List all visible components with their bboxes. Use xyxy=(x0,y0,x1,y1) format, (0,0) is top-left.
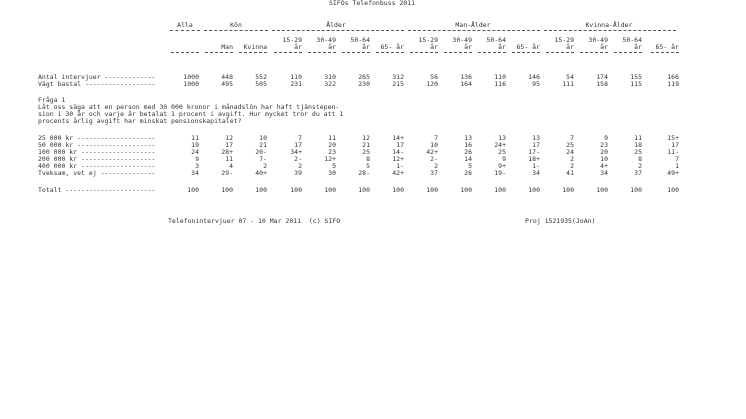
column-header-range: 30-49 xyxy=(452,36,472,44)
total-row-value: 100 xyxy=(324,186,336,194)
answer-row-value: 19- xyxy=(494,169,506,177)
answer-row-value: 11- xyxy=(667,148,679,156)
total-row-value: 100 xyxy=(494,186,506,194)
column-header-range: 50-64 xyxy=(350,36,370,44)
column-underline xyxy=(444,52,472,53)
answer-row-value: 20 xyxy=(600,148,608,156)
question-line: sion i 30 år och varje år betalat 1 procent i avgift. Hur mycket tror du att 1 xyxy=(38,110,344,118)
column-underline xyxy=(614,52,642,53)
column-underline xyxy=(580,52,608,53)
column-header-unit: år xyxy=(328,43,336,51)
base-row-value: 552 xyxy=(255,73,267,81)
total-row-value: 100 xyxy=(358,186,370,194)
base-row-value: 116 xyxy=(494,80,506,88)
column-header-unit: år xyxy=(430,43,438,51)
base-row-value: 215 xyxy=(392,80,404,88)
total-row-value: 100 xyxy=(528,186,540,194)
report-title: SIFOs Telefonbuss 2011 xyxy=(328,0,416,7)
base-row-value: 110 xyxy=(290,73,302,81)
total-row-value: 100 xyxy=(630,186,642,194)
group-underline xyxy=(170,30,200,31)
answer-row-label: Tveksam, vet ej -------------- xyxy=(38,169,156,177)
answer-row-value: 28+ xyxy=(221,148,233,156)
column-header-unit: år xyxy=(464,43,472,51)
answer-row-value: 26 xyxy=(464,169,472,177)
base-row-value: 136 xyxy=(460,73,472,81)
answer-row-label: 100 000 kr ------------------- xyxy=(38,148,156,156)
base-row-value: 448 xyxy=(221,73,233,81)
answer-row-value: 13 xyxy=(498,134,506,142)
base-row-value: 322 xyxy=(324,80,336,88)
answer-row-value: 23 xyxy=(328,148,336,156)
answer-row-value: 34+ xyxy=(290,148,302,156)
answer-row-value: 5 xyxy=(366,162,370,170)
base-row-value: 310 xyxy=(324,73,336,81)
total-row-value: 100 xyxy=(460,186,472,194)
answer-row-value: 19 xyxy=(191,141,199,149)
answer-row-value: 1 xyxy=(675,162,679,170)
column-underline xyxy=(171,52,199,53)
base-row-value: 120 xyxy=(426,80,438,88)
answer-row-value: 7 xyxy=(570,134,574,142)
answer-row-value: 25 xyxy=(566,141,574,149)
answer-row-value: 49+ xyxy=(667,169,679,177)
answer-row-value: 1- xyxy=(396,162,404,170)
answer-row-value: 10 xyxy=(600,155,608,163)
answer-row-value: 17 xyxy=(671,141,679,149)
column-underline xyxy=(239,52,267,53)
footer-fieldwork: Telefonintervjuer 07 - 10 Mar 2011 (c) SIFO xyxy=(168,217,341,225)
answer-row-label: 50 000 kr -------------------- xyxy=(38,141,156,149)
column-header-range: 50-64 xyxy=(622,36,642,44)
answer-row-value: 2 xyxy=(298,162,302,170)
column-header-unit: 65- år xyxy=(655,43,679,51)
column-header-range: 15-29 xyxy=(282,36,302,44)
answer-row-value: 11 xyxy=(328,134,336,142)
answer-row-value: 11 xyxy=(634,134,642,142)
answer-row-value: 24 xyxy=(566,148,574,156)
answer-row-value: 10 xyxy=(430,141,438,149)
column-header-unit: år xyxy=(634,43,642,51)
answer-row-value: 2- xyxy=(294,155,302,163)
group-underline xyxy=(408,30,540,31)
answer-row-value: 21 xyxy=(259,141,267,149)
base-row-value: 1000 xyxy=(183,73,199,81)
base-row-value: 56 xyxy=(430,73,438,81)
group-underline xyxy=(204,30,268,31)
answer-row-value: 18 xyxy=(634,141,642,149)
answer-row-value: 1- xyxy=(532,162,540,170)
group-underline xyxy=(272,30,404,31)
column-header-unit: Man xyxy=(221,43,233,51)
answer-row-value: 17 xyxy=(532,141,540,149)
base-row-value: 231 xyxy=(290,80,302,88)
base-row-label: Antal intervjuer ------------- xyxy=(38,73,156,81)
answer-row-value: 29- xyxy=(221,169,233,177)
base-row-value: 110 xyxy=(494,73,506,81)
column-header-range: 30-49 xyxy=(588,36,608,44)
answer-row-value: 34 xyxy=(600,169,608,177)
answer-row-value: 2 xyxy=(434,162,438,170)
answer-row-value: 2 xyxy=(570,162,574,170)
base-row-value: 230 xyxy=(358,80,370,88)
column-header-range: 30-49 xyxy=(316,36,336,44)
answer-row-value: 12+ xyxy=(324,155,336,163)
column-underline xyxy=(205,52,233,53)
answer-row-value: 25 xyxy=(362,148,370,156)
answer-row-value: 10 xyxy=(259,134,267,142)
answer-row-value: 9 xyxy=(604,134,608,142)
question-line: Låt oss säga att en person med 30 000 kronor i månadslön har haft tjänstepen- xyxy=(38,103,340,111)
column-header-range: 50-64 xyxy=(486,36,506,44)
base-row-value: 115 xyxy=(630,80,642,88)
answer-row-value: 5 xyxy=(332,162,336,170)
base-row-value: 146 xyxy=(528,73,540,81)
answer-row-value: 17 xyxy=(225,141,233,149)
answer-row-value: 12 xyxy=(362,134,370,142)
answer-row-value: 13 xyxy=(464,134,472,142)
answer-row-value: 2 xyxy=(638,162,642,170)
answer-row-value: 41 xyxy=(566,169,574,177)
answer-row-value: 34 xyxy=(191,169,199,177)
base-row-value: 158 xyxy=(596,80,608,88)
answer-row-value: 7 xyxy=(675,155,679,163)
column-header-unit: år xyxy=(600,43,608,51)
answer-row-value: 39 xyxy=(294,169,302,177)
answer-row-value: 2 xyxy=(263,162,267,170)
group-underline xyxy=(544,30,676,31)
answer-row-label: 400 000 kr ------------------- xyxy=(38,162,156,170)
column-underline xyxy=(512,52,540,53)
answer-row-value: 42+ xyxy=(426,148,438,156)
answer-row-value: 24 xyxy=(191,148,199,156)
answer-row-value: 40+ xyxy=(255,169,267,177)
base-row-value: 111 xyxy=(562,80,574,88)
answer-row-value: 21 xyxy=(362,141,370,149)
group-header-male-age: Man-Ålder xyxy=(455,21,491,29)
answer-row-value: 20- xyxy=(255,148,267,156)
answer-row-value: 17 xyxy=(396,141,404,149)
base-row-label: Vägt bastal ------------------ xyxy=(38,80,156,88)
answer-row-value: 7- xyxy=(259,155,267,163)
base-row-value: 155 xyxy=(630,73,642,81)
total-row-value: 100 xyxy=(667,186,679,194)
answer-row-value: 25 xyxy=(498,148,506,156)
question-line: procents årlig avgift har minskat pensionskapitalet? xyxy=(38,117,242,125)
answer-row-value: 3 xyxy=(195,162,199,170)
total-row-value: 100 xyxy=(562,186,574,194)
answer-row-value: 17 xyxy=(294,141,302,149)
answer-row-value: 9+ xyxy=(498,162,506,170)
group-header-gender: Kön xyxy=(230,21,242,29)
base-row-value: 174 xyxy=(596,73,608,81)
column-header-unit: 65- år xyxy=(516,43,540,51)
answer-row-value: 18+ xyxy=(528,155,540,163)
column-underline xyxy=(651,52,679,53)
group-header-all: Alla xyxy=(177,21,193,29)
base-row-value: 54 xyxy=(566,73,574,81)
answer-row-value: 4 xyxy=(229,162,233,170)
base-row-value: 505 xyxy=(255,80,267,88)
total-row-value: 100 xyxy=(392,186,404,194)
base-row-value: 166 xyxy=(667,73,679,81)
answer-row-value: 14 xyxy=(464,155,472,163)
total-row-value: 100 xyxy=(290,186,302,194)
column-header-unit: år xyxy=(362,43,370,51)
answer-row-value: 7 xyxy=(298,134,302,142)
column-header-unit: Kvinna xyxy=(243,43,267,51)
answer-row-value: 11 xyxy=(225,155,233,163)
base-row-value: 1000 xyxy=(183,80,199,88)
answer-row-value: 28- xyxy=(358,169,370,177)
column-underline xyxy=(478,52,506,53)
answer-row-label: 25 000 kr -------------------- xyxy=(38,134,156,142)
column-header-unit: år xyxy=(498,43,506,51)
answer-row-value: 2- xyxy=(430,155,438,163)
base-row-value: 495 xyxy=(221,80,233,88)
answer-row-value: 37 xyxy=(634,169,642,177)
answer-row-value: 11 xyxy=(191,134,199,142)
total-row-value: 100 xyxy=(255,186,267,194)
column-header-unit: år xyxy=(566,43,574,51)
column-underline xyxy=(546,52,574,53)
base-row-value: 312 xyxy=(392,73,404,81)
answer-row-value: 2 xyxy=(570,155,574,163)
answer-row-value: 26 xyxy=(464,148,472,156)
answer-row-value: 7 xyxy=(434,134,438,142)
column-header-unit: 65- år xyxy=(380,43,404,51)
group-header-female-age: Kvinna-Ålder xyxy=(585,21,633,29)
answer-row-value: 8 xyxy=(638,155,642,163)
column-underline xyxy=(308,52,336,53)
answer-row-value: 9 xyxy=(502,155,506,163)
total-row-label: Totalt ----------------------- xyxy=(38,186,156,194)
answer-row-label: 200 000 kr ------------------- xyxy=(38,155,156,163)
answer-row-value: 12+ xyxy=(392,155,404,163)
column-underline xyxy=(376,52,404,53)
answer-row-value: 30 xyxy=(328,169,336,177)
answer-row-value: 17- xyxy=(528,148,540,156)
answer-row-value: 14- xyxy=(392,148,404,156)
answer-row-value: 20 xyxy=(328,141,336,149)
answer-row-value: 14+ xyxy=(392,134,404,142)
total-row-value: 100 xyxy=(187,186,199,194)
answer-row-value: 8 xyxy=(366,155,370,163)
column-underline xyxy=(410,52,438,53)
base-row-value: 119 xyxy=(667,80,679,88)
answer-row-value: 24+ xyxy=(494,141,506,149)
answer-row-value: 34 xyxy=(532,169,540,177)
answer-row-value: 15+ xyxy=(667,134,679,142)
answer-row-value: 12 xyxy=(225,134,233,142)
base-row-value: 164 xyxy=(460,80,472,88)
total-row-value: 100 xyxy=(221,186,233,194)
answer-row-value: 13 xyxy=(532,134,540,142)
answer-row-value: 37 xyxy=(430,169,438,177)
answer-row-value: 4+ xyxy=(600,162,608,170)
answer-row-value: 16 xyxy=(464,141,472,149)
answer-row-value: 5 xyxy=(468,162,472,170)
column-header-unit: år xyxy=(294,43,302,51)
answer-row-value: 23 xyxy=(600,141,608,149)
question-number: Fråga 1 xyxy=(38,96,66,104)
column-underline xyxy=(274,52,302,53)
column-header-range: 15-29 xyxy=(418,36,438,44)
column-header-range: 15-29 xyxy=(554,36,574,44)
footer-project: Proj 1521935(JoAn) xyxy=(525,217,596,225)
answer-row-value: 9 xyxy=(195,155,199,163)
total-row-value: 100 xyxy=(426,186,438,194)
group-header-age: Ålder xyxy=(326,21,346,29)
total-row-value: 100 xyxy=(596,186,608,194)
answer-row-value: 25 xyxy=(634,148,642,156)
base-row-value: 265 xyxy=(358,73,370,81)
column-underline xyxy=(342,52,370,53)
base-row-value: 95 xyxy=(532,80,540,88)
answer-row-value: 42+ xyxy=(392,169,404,177)
